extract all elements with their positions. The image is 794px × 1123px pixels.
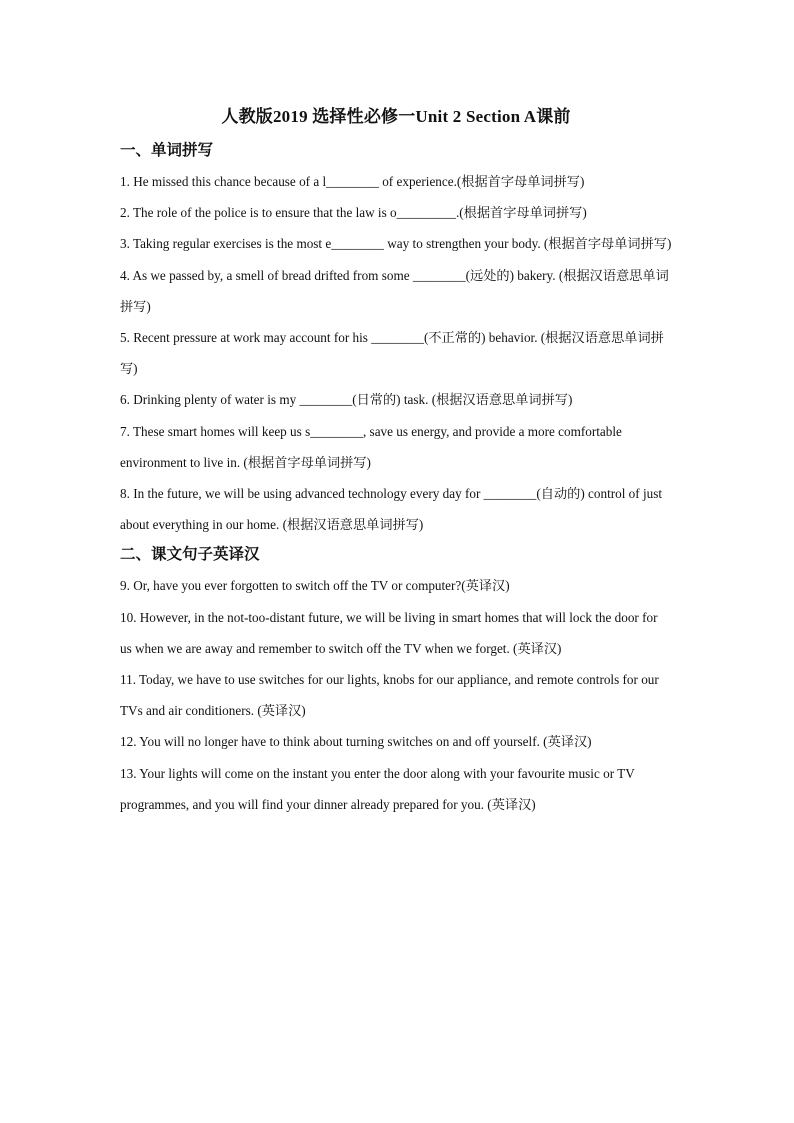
page-title: 人教版2019 选择性必修一Unit 2 Section A课前: [221, 107, 571, 126]
question-8: 8. In the future, we will be using advanced technology every day for ________(自动的) control of just about everything in our home. (根据汉语意思单词拼写): [120, 486, 663, 533]
question-13: 13. Your lights will come on the instant you enter the door along with your favourite music or TV programmes, and you will find your dinner already prepared for you. (英译汉): [120, 765, 635, 812]
question-10: 10. However, in the not-too-distant future, we will be living in smart homes that will lock the door for us when we are away and remember to switch off the TV when we forget. (英译汉): [120, 609, 658, 656]
question-2: 2. The role of the police is to ensure that the law is o_________.(根据首字母单词拼写): [120, 205, 587, 221]
section-heading-spelling: 一、单词拼写: [120, 142, 214, 159]
question-6: 6. Drinking plenty of water is my ________(日常的) task. (根据汉语意思单词拼写): [120, 392, 573, 408]
question-11: 11. Today, we have to use switches for our lights, knobs for our appliance, and remote controls for our TVs and air conditioners. (英译汉): [120, 672, 659, 719]
worksheet-page: [120, 104, 672, 820]
question-3: 3. Taking regular exercises is the most e________ way to strengthen your body. (根据首字母单词拼写): [120, 236, 672, 252]
question-7: 7. These smart homes will keep us s________, save us energy, and provide a more comfortable environment to live in. (根据首字母单词拼写): [120, 423, 622, 470]
question-12: 12. You will no longer have to think about turning switches on and off yourself. (英译汉): [120, 734, 592, 750]
question-1: 1. He missed this chance because of a l________ of experience.(根据首字母单词拼写): [120, 174, 585, 189]
question-5: 5. Recent pressure at work may account for his ________(不正常的) behavior. (根据汉语意思单词拼写): [120, 330, 664, 377]
question-4: 4. As we passed by, a smell of bread drifted from some ________(远处的) bakery. (根据汉语意思单词拼写): [120, 267, 669, 314]
question-9: 9. Or, have you ever forgotten to switch off the TV or computer?(英译汉): [120, 578, 510, 594]
section-heading-translation: 二、课文句子英译汉: [120, 546, 260, 564]
